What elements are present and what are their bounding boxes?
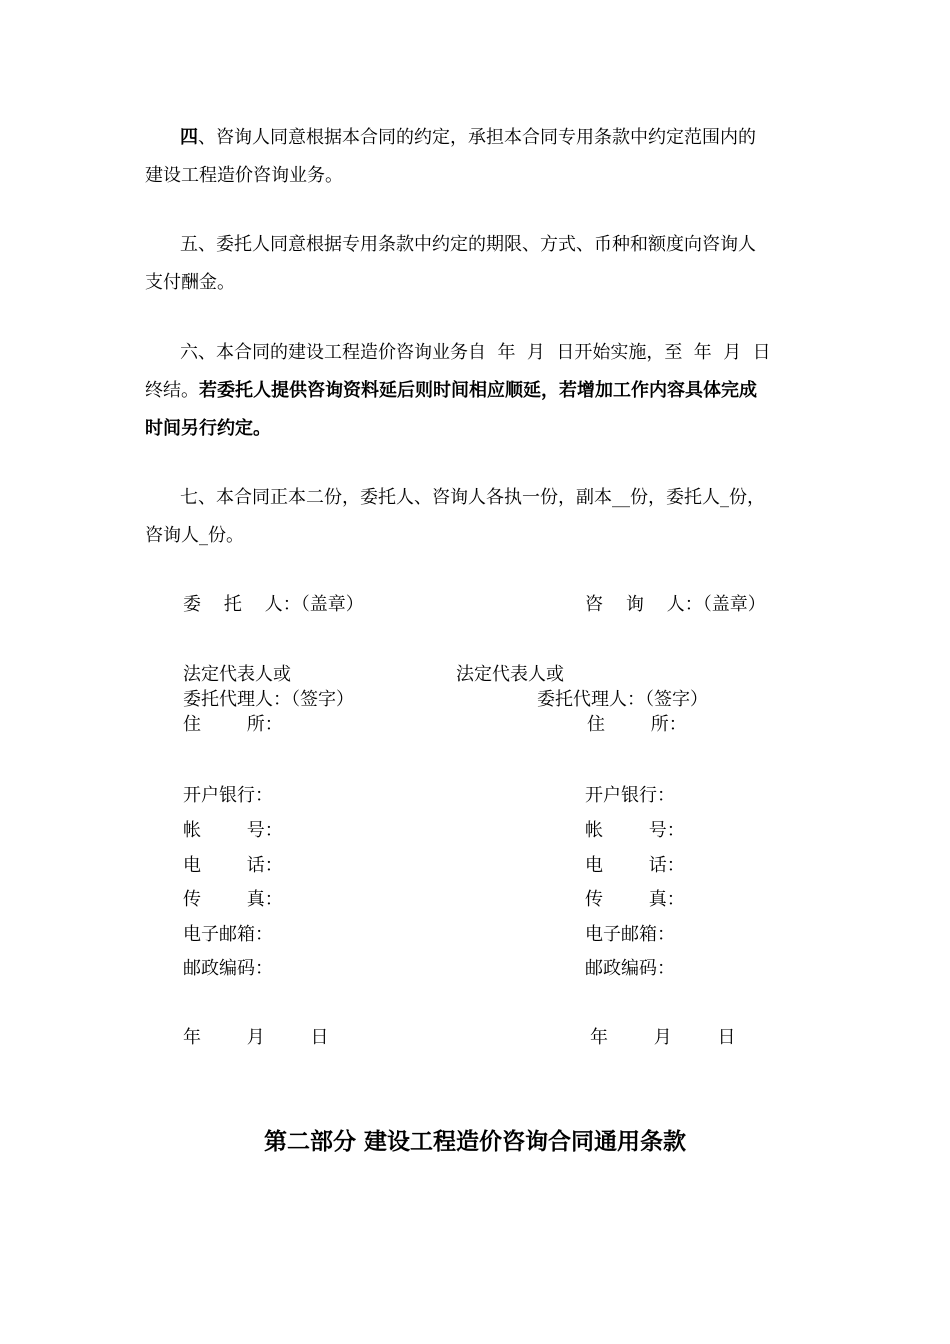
clause-4-text: 、咨询人同意根据本合同的约定，承担本合同专用条款中约定范围内的 [198,127,756,148]
clause-6-line-2 [145,380,757,402]
consultant-account-label: 帐 号： [585,820,685,841]
client-account-label: 帐 号： [183,820,283,841]
clause-5-line-1: 五、委托人同意根据专用条款中约定的期限、方式、币种和额度向咨询人 [180,234,756,255]
client-party-label: 委 托 人：（盖章） [183,594,364,615]
clause-6-line-2-plain: 终结。 [145,380,199,401]
clause-4-line-2: 建设工程造价咨询业务。 [145,165,343,186]
clause-6-line-3: 时间另行约定。 [145,418,271,439]
client-address-label: 住 所： [183,714,283,735]
consultant-date-label: 年 月 日 [590,1027,736,1048]
clause-4-number: 四 [180,127,198,148]
client-rep-label-2: 委托代理人：（签字） [183,689,354,710]
client-date-label: 年 月 日 [183,1027,329,1048]
consultant-email-label: 电子邮箱： [585,924,675,945]
client-email-label: 电子邮箱： [183,924,273,945]
clause-4-line-1 [180,127,756,149]
consultant-phone-label: 电 话： [585,855,685,876]
clause-7-line-2: 咨询人_份。 [145,525,244,546]
consultant-party-label: 咨 询 人：（盖章） [585,594,766,615]
part-title: 第二部分 建设工程造价咨询合同通用条款 [263,1129,686,1155]
clause-6-line-1: 六、本合同的建设工程造价咨询业务自 年 月 日开始实施，至 年 月 日 [180,342,771,363]
clause-7-line-1: 七、本合同正本二份，委托人、咨询人各执一份，副本__份，委托人_份， [180,487,765,508]
consultant-address-label: 住 所： [587,714,687,735]
client-fax-label: 传 真： [183,889,283,910]
client-bank-label: 开户银行： [183,785,273,806]
client-phone-label: 电 话： [183,855,283,876]
consultant-rep-label-2: 委托代理人：（签字） [537,689,708,710]
clause-5-line-2: 支付酬金。 [145,272,235,293]
consultant-fax-label: 传 真： [585,889,685,910]
client-postal-label: 邮政编码： [183,958,273,979]
consultant-bank-label: 开户银行： [585,785,675,806]
consultant-rep-label-1: 法定代表人或 [456,664,564,685]
consultant-postal-label: 邮政编码： [585,958,675,979]
clause-6-line-2-bold: 若委托人提供咨询资料延后则时间相应顺延，若增加工作内容具体完成 [199,380,757,401]
client-rep-label-1: 法定代表人或 [183,664,291,685]
